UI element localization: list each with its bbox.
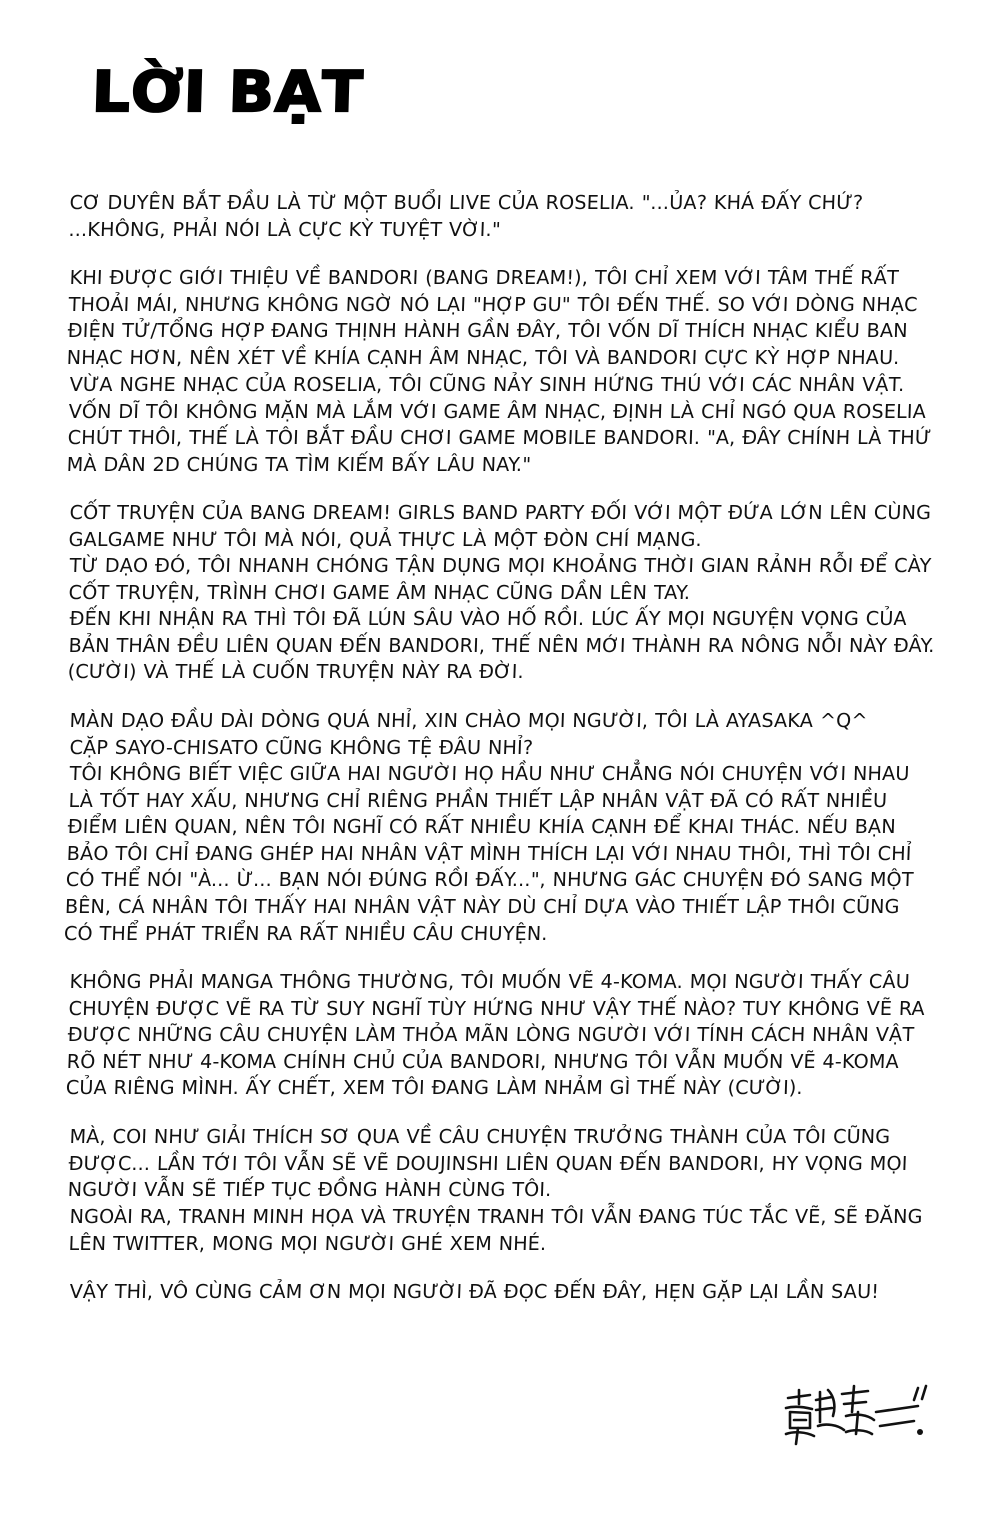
paragraph-6: ĐẾN KHI NHẬN RA THÌ TÔI ĐÃ LÚN SÂU VÀO HỐ RỒI. LÚC ẤY MỌI NGUYỆN VỌNG CỦA BẢN THÂN ĐỀU LIÊN QUAN ĐẾN BANDORI, THẾ NÊN MỚI THÀNH RA NÔNG NỖI NÀY ĐÂY. (CƯỜI) VÀ THẾ LÀ CUỐN TRUYỆN NÀY RA ĐỜI. bbox=[67, 607, 942, 684]
paragraph-1: CƠ DUYÊN BẮT ĐẦU LÀ TỪ MỘT BUỔI LIVE CỦA ROSELIA. "...ỦA? KHÁ ĐẤY CHỨ? ...KHÔNG, PHẢI NÓI LÀ CỰC KỲ TUYỆT VỜI." bbox=[68, 191, 871, 241]
paragraph-11: MÀ, COI NHƯ GIẢI THÍCH SƠ QUA VỀ CÂU CHUYỆN TRƯỞNG THÀNH CỦA TÔI CŨNG ĐƯỢC... LẦN TỚI TÔI VẪN SẼ VẼ DOUJINSHI LIÊN QUAN ĐẾN BANDORI, HY VỌNG MỌI NGƯỜI VẪN SẼ TIẾP TỤC ĐỒNG HÀNH CÙNG TÔI. bbox=[67, 1125, 915, 1202]
paragraph-7: MÀN DẠO ĐẦU DÀI DÒNG QUÁ NHỈ, XIN CHÀO MỌI NGƯỜI, TÔI LÀ AYASAKA ^Q^ bbox=[69, 709, 868, 733]
afterword-body bbox=[63, 190, 942, 1306]
paragraph-9: TÔI KHÔNG BIẾT VIỆC GIỮA HAI NGƯỜI HỌ HẦU NHƯ CHẲNG NÓI CHUYỆN VỚI NHAU LÀ TỐT HAY XẤU, NHƯNG CHỈ RIÊNG PHẦN THIẾT LẬP NHÂN VẬT ĐÃ CÓ RẤT NHIỀU ĐIỂM LIÊN QUAN, NÊN TÔI NGHĨ CÓ RẤT NHIỀU KHÍA CẠNH ĐỂ KHAI THÁC. NẾU BẠN BẢO TÔI CHỈ ĐANG GHÉP HAI NHÂN VẬT MÌNH THÍCH LẠI VỚI NHAU THÔI, THÌ TÔI CHỈ CÓ THỂ NÓI "À... Ừ... BẠN NÓI ĐÚNG RỒI ĐẤY...", NHƯNG GÁC CHUYỆN ĐÓ SANG MỘT BÊN, CÁ NHÂN TÔI THẤY HAI NHÂN VẬT NÀY DÙ CHỈ DỰA VÀO THIẾT LẬP THÔI CŨNG CÓ THỂ PHÁT TRIỂN RA RẤT NHIỀU CÂU CHUYỆN. bbox=[63, 762, 921, 945]
paragraph-10: KHÔNG PHẢI MANGA THÔNG THƯỜNG, TÔI MUỐN VẼ 4-KOMA. MỌI NGƯỜI THẤY CÂU CHUYỆN ĐƯỢC VẼ RA TỪ SUY NGHĨ TÙY HỨNG NHƯ VẬY THẾ NÀO? TUY KHÔNG VẼ RA ĐƯỢC NHỮNG CÂU CHUYỆN LÀM THỎA MÃN LÒNG NGƯỜI VỚI TÍNH CÁCH NHÂN VẬT RÕ NÉT NHƯ 4-KOMA CHÍNH CHỦ CỦA BANDORI, NHƯNG TÔI VẪN MUỐN VẼ 4-KOMA CỦA RIÊNG MÌNH. ẤY CHẾT, XEM TÔI ĐANG LÀM NHẢM GÌ THẾ NÀY (CƯỜI). bbox=[65, 970, 932, 1100]
paragraph-4: CỐT TRUYỆN CỦA BANG DREAM! GIRLS BAND PARTY ĐỐI VỚI MỘT ĐỨA LỚN LÊN CÙNG GALGAME NHƯ TÔI MÀ NÓI, QUẢ THỰC LÀ MỘT ĐÒN CHÍ MẠNG. bbox=[68, 500, 939, 551]
paragraph-5: TỪ DẠO ĐÓ, TÔI NHANH CHÓNG TẬN DỤNG MỌI KHOẢNG THỜI GIAN RẢNH RỖI ĐỂ CÀY CỐT TRUYỆN, TRÌNH CHƠI GAME ÂM NHẠC CŨNG DẦN LÊN TAY. bbox=[68, 554, 939, 604]
page-title: LỜI BẠT bbox=[91, 60, 365, 125]
paragraph-13: VẬY THÌ, VÔ CÙNG CẢM ƠN MỌI NGƯỜI ĐÃ ĐỌC ĐẾN ĐÂY, HẸN GẶP LẠI LẦN SAU! bbox=[69, 1280, 880, 1304]
paragraph-8: CẶP SAYO-CHISATO CŨNG KHÔNG TỆ ĐÂU NHỈ? bbox=[69, 735, 534, 759]
artist-signature-icon bbox=[780, 1382, 940, 1457]
page-title-wrap bbox=[92, 62, 692, 132]
paragraph-2: KHI ĐƯỢC GIỚI THIỆU VỀ BANDORI (BANG DREAM!), TÔI CHỈ XEM VỚI TÂM THẾ RẤT THOẢI MÁI, NHƯNG KHÔNG NGỜ NÓ LẠI "HỢP GU" TÔI ĐẾN THẾ. SO VỚI DÒNG NHẠC ĐIỆN TỬ/TỔNG HỢP ĐANG THỊNH HÀNH GẦN ĐÂY, TÔI VỐN DĨ THÍCH NHẠC KIỂU BAN NHẠC HƠN, NÊN XÉT VỀ KHÍA CẠNH ÂM NHẠC, TÔI VÀ BANDORI CỰC KỲ HỢP NHAU. bbox=[66, 266, 925, 369]
paragraph-3: VỪA NGHE NHẠC CỦA ROSELIA, TÔI CŨNG NẢY SINH HỨNG THÚ VỚI CÁC NHÂN VẬT. VỐN DĨ TÔI KHÔNG MẶN MÀ LẮM VỚI GAME ÂM NHẠC, ĐỊNH LÀ CHỈ NGÓ QUA ROSELIA CHÚT THÔI, THẾ LÀ TÔI BẮT ĐẦU CHƠI GAME MOBILE BANDORI. "A, ĐÂY CHÍNH LÀ THỨ MÀ DÂN 2D CHÚNG TA TÌM KIẾM BẤY LÂU NAY." bbox=[66, 372, 939, 476]
paragraph-12: NGOÀI RA, TRANH MINH HỌA VÀ TRUYỆN TRANH TÔI VẪN ĐANG TÚC TẮC VẼ, SẼ ĐĂNG LÊN TWITTER, MONG MỌI NGƯỜI GHÉ XEM NHÉ. bbox=[68, 1205, 930, 1255]
